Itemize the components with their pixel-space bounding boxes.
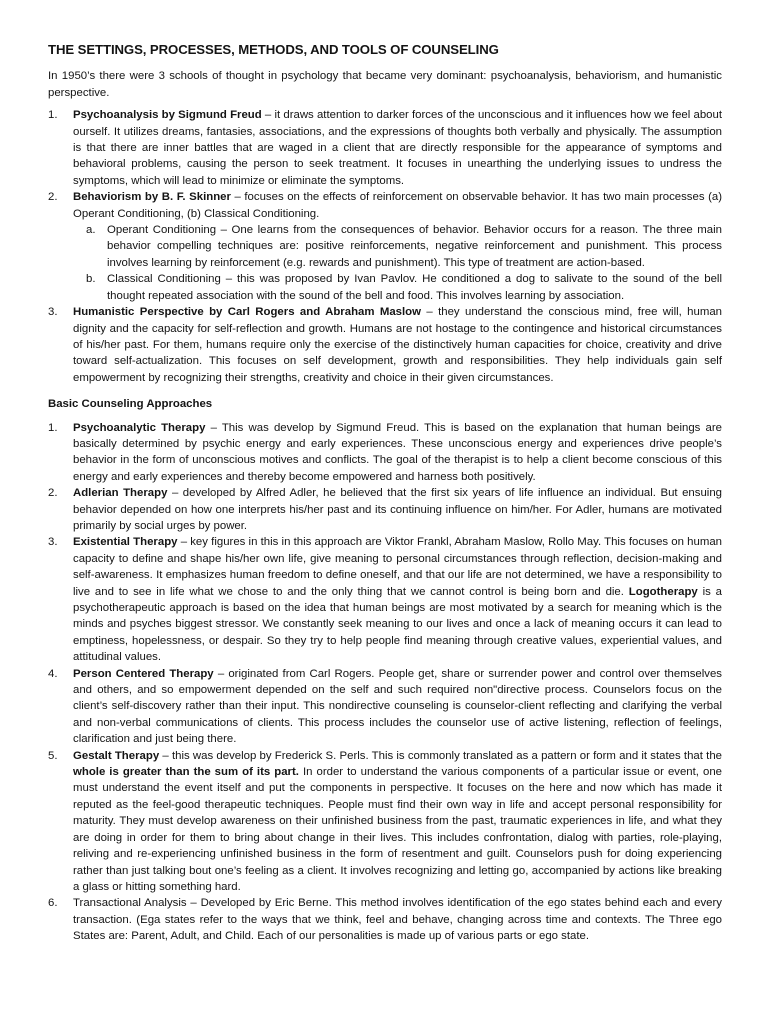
- list-number: 2.: [48, 487, 58, 500]
- item-term-secondary: Logotherapy: [628, 585, 698, 598]
- approach-item: [48, 895, 722, 944]
- schools-list: [48, 107, 722, 386]
- item-term: Psychoanalysis by Sigmund Freud: [73, 109, 262, 122]
- list-number: 1.: [48, 421, 58, 434]
- item-term: Behaviorism by B. F. Skinner: [73, 191, 231, 204]
- sub-item: [48, 271, 722, 304]
- item-text: – This was develop by Sigmund Freud. This is based on the explanation that human beings are basically determined by psychic energy and early experiences. These unconscious energy and experiences drive people’s behavior in the form of unconscious motives and conflicts. The goal of the therapist is to help a client become conscious of this energy and early experiences and thereby become empowered and harness both positively.: [73, 421, 722, 483]
- approaches-list: [48, 420, 722, 945]
- list-number: 3.: [48, 536, 58, 549]
- item-term: Humanistic Perspective by Carl Rogers and Abraham Maslow: [73, 306, 421, 319]
- list-number: 1.: [48, 109, 58, 122]
- item-text: – originated from Carl Rogers. People get, share or surrender power and control over themselves and others, and so empowerment depended on the self and such required non"directive process. Counselors focus on the client’s self-discovery rather than their input. This nondirective counseling is counselor-client reflecting and clarifying the verbal and non-verbal communications of clients. This process includes the counselor use of active listening, reflection of feelings, clarification and just being there.: [73, 667, 722, 746]
- sub-letter: b.: [86, 273, 96, 286]
- sub-item: [48, 222, 722, 271]
- approach-item: [48, 666, 722, 748]
- document-page: [48, 42, 722, 945]
- school-item: [48, 107, 722, 189]
- list-number: 5.: [48, 749, 58, 762]
- list-number: 6.: [48, 897, 58, 910]
- intro-paragraph: In 1950’s there were 3 schools of thought in psychology that became very dominant: psychoanalysis, behaviorism, and humanistic perspective.: [48, 70, 722, 99]
- school-item: [48, 304, 722, 386]
- item-term: Existential Therapy: [73, 536, 178, 549]
- item-term-secondary: whole is greater than the sum of its part.: [73, 766, 299, 779]
- item-text-secondary: In order to understand the various components of a particular issue or event, one must understand the event itself and put the components in perspective. It focuses on the here and now which has made it reputed as the feel-good therapeutic techniques. People must find their own way in life and accept personal responsibility for maturity. They must develop awareness on their unfinished business from the past, traumatic experiences in life, and what they are doing in order for them to bring about change in their lives. This includes confrontation, dialog with parties, role-playing, reliving and re-experiencing unfinished business in the form of resentment and guilt. Counselors push for doing experiencing rather than just talking bout one’s feeling as a client. It involves recognizing and letting go, accompanied by actions like breaking a glass or hitting something hard.: [73, 766, 723, 893]
- item-term: Psychoanalytic Therapy: [73, 421, 206, 434]
- item-text: – developed by Alfred Adler, he believed that the first six years of life influence an individual. But ensuing behavior depended on how one interprets his/her past and its continuing influence on him/her. For Adler, humans are motivated primarily by social urges by power.: [73, 487, 722, 532]
- item-text: – focuses on the effects of reinforcement on observable behavior. It has two main processes (a) Operant Conditioning, (b) Classical Conditioning.: [73, 191, 722, 220]
- item-text: – it draws attention to darker forces of the unconscious and it influences how we feel about ourself. It utilizes dreams, fantasies, associations, and the expressions of thoughts both verbally and physically. The assumption is that there are inner battles that are waged in a client that are directly responsible for the appearance of symptoms and behavioral problems, causing the person to seek treatment. It focuses in unearthing the underlying issues to undress the symptoms, which will lead to minimize or eliminate the symptoms.: [73, 109, 722, 187]
- list-number: 2.: [48, 191, 58, 204]
- approach-item: [48, 420, 722, 486]
- item-term: Person Centered Therapy: [73, 667, 214, 680]
- sub-text: Operant Conditioning – One learns from the consequences of behavior. Behavior occurs for a reason. The three main behavior compelling techniques are: positive reinforcements, negative reinforcement and punishment. This process involves learning by reinforcement (e.g. rewards and punishment). This type of treatment are action-based.: [107, 224, 722, 269]
- sub-text: Classical Conditioning – this was proposed by Ivan Pavlov. He conditioned a dog to salivate to the sound of the bell thought repeated association with the sound of the bell and food. This involves learning by association.: [107, 273, 722, 302]
- section-heading: Basic Counseling Approaches: [48, 398, 213, 411]
- list-number: 4.: [48, 667, 58, 680]
- approach-item: [48, 485, 722, 534]
- list-number: 3.: [48, 306, 58, 319]
- item-text: – this was develop by Frederick S. Perls. This is commonly translated as a pattern or form and it states that the: [159, 749, 722, 762]
- school-item: [48, 189, 722, 222]
- item-text: Transactional Analysis – Developed by Eric Berne. This method involves identification of the ego states behind each and every transaction. (Ega states refer to the ways that we think, feel and behave, changing across time and contexts. The Three ego States are: Parent, Adult, and Child. Each of our personalities is made up of various parts or ego state.: [73, 897, 722, 943]
- item-term: Gestalt Therapy: [73, 749, 160, 762]
- sub-letter: a.: [86, 224, 96, 237]
- approach-item: [48, 534, 722, 665]
- item-text: – they understand the conscious mind, free will, human dignity and the capacity for self-reflection and growth. Humans are not hostage to the contingence and historical circumstances of his/her past. For them, humans require only the exercise of the distinctively human capacities for choice, creativity and drive toward self-actualization. This focuses on self development, growth and responsibilities. They help individuals gain self empowerment by recognizing their strengths, creativity and choice in their given circumstances.: [73, 306, 722, 384]
- item-text-secondary: is a psychotherapeutic approach is based on the idea that human beings are most motivated by a search for meaning which is the minds and psyches biggest stressor. We constantly seek meaning to our lives and once a lack of meaning occurs it can lead to emptiness, hopelessness, or despair. So they try to help people find meaning through creative values, experiential values, and attitudinal values.: [73, 585, 722, 664]
- item-term: Adlerian Therapy: [73, 487, 168, 500]
- item-text: – key figures in this in this approach are Viktor Frankl, Abraham Maslow, Rollo May. This focuses on human capacity to define and shape his/her own life, give meaning to personal circumstances through reflection, decision-making and self-awareness. It emphasizes human freedom to define oneself, and that our life are not determined, we have a responsibility to live and to see in life what we chose to and the only thing that we cannot control is being born and die.: [73, 536, 723, 598]
- approach-item: [48, 748, 722, 896]
- document-title: THE SETTINGS, PROCESSES, METHODS, AND TOOLS OF COUNSELING: [48, 42, 499, 57]
